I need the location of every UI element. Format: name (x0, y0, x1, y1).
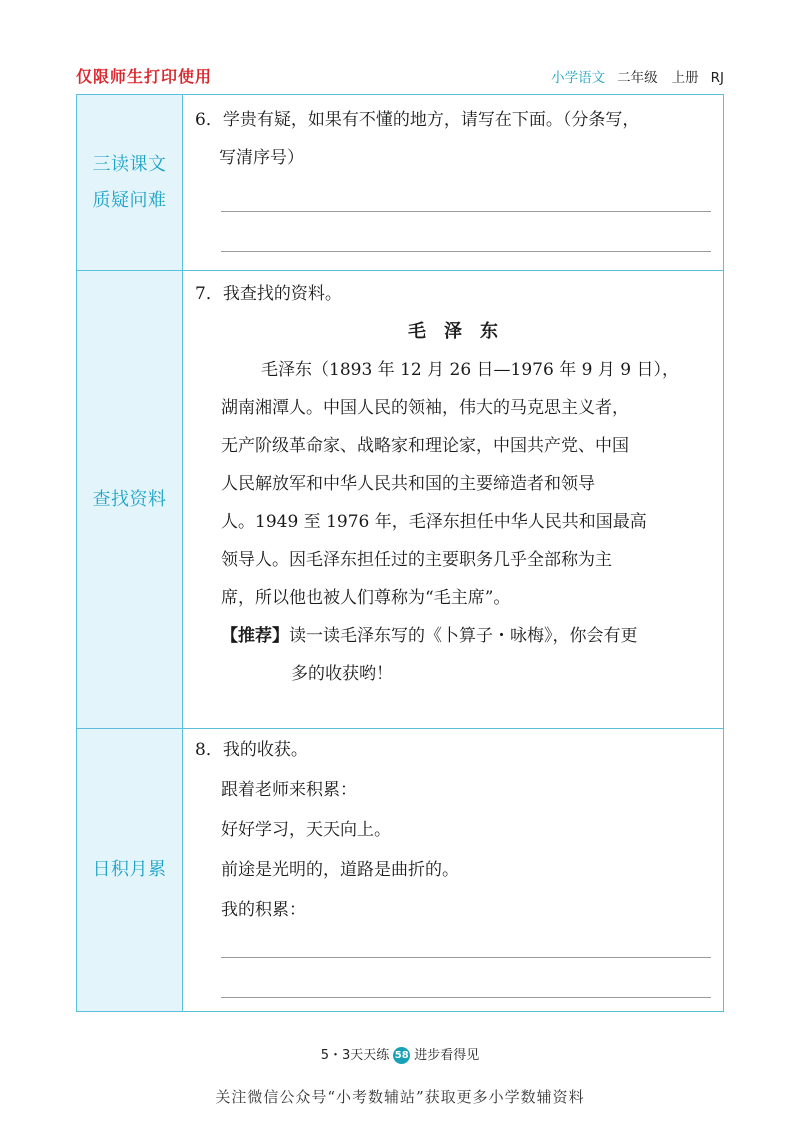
article-line: 席，所以他也被人们尊称为“毛主席”。 (221, 588, 511, 608)
answer-line[interactable] (221, 957, 711, 958)
accumulation-line: 跟着老师来积累： (221, 780, 357, 800)
answer-line[interactable] (221, 997, 711, 998)
subject-label: 小学语文 (551, 70, 606, 86)
answer-line[interactable] (221, 211, 711, 212)
recommend-line (221, 625, 638, 647)
page-number-badge: 58 (393, 1047, 410, 1064)
section-research (77, 271, 723, 729)
question-8: 8．我的收获。 (195, 740, 308, 760)
question-7: 7．我查找的资料。 (195, 284, 342, 304)
recommend-tag: 【推荐】 (221, 626, 289, 646)
article-line: 人。1949 至 1976 年，毛泽东担任中华人民共和国最高 (221, 512, 647, 532)
section-content (195, 271, 713, 728)
recommend-line-continued: 多的收获哟！ (291, 664, 393, 684)
label-line: 质疑问难 (92, 189, 167, 211)
edition-label: RJ (710, 70, 724, 86)
series-slogan: 进步看得见 (414, 1048, 480, 1063)
label-line: 日积月累 (92, 859, 167, 880)
label-line: 三读课文 (92, 153, 167, 175)
question-6-continued: 写清序号） (219, 148, 304, 168)
print-notice: 仅限师生打印使用 (76, 67, 213, 86)
article-title: 毛 泽 东 (408, 321, 498, 342)
accumulation-line: 前途是光明的，道路是曲折的。 (221, 860, 459, 880)
answer-line[interactable] (221, 251, 711, 252)
article-line: 湖南湘潭人。中国人民的领袖，伟大的马克思主义者， (221, 398, 629, 418)
series-name: 5・3天天练 (320, 1048, 390, 1063)
promo-note: 关注微信公众号“小考数辅站”获取更多小学数辅资料 (215, 1088, 585, 1106)
page-footer (0, 1044, 800, 1064)
worksheet-table (76, 94, 724, 1012)
article-line: 无产阶级革命家、战略家和理论家，中国共产党、中国 (221, 436, 629, 456)
section-questioning (77, 95, 723, 271)
section-label (77, 729, 183, 1011)
section-label (77, 271, 183, 728)
accumulation-line: 好好学习，天天向上。 (221, 820, 391, 840)
article-line: 毛泽东（1893 年 12 月 26 日—1976 年 9 月 9 日）， (261, 360, 679, 380)
article-line: 人民解放军和中华人民共和国的主要缔造者和领导 (221, 474, 595, 494)
book-info (551, 66, 724, 86)
term-label: 上册 (671, 70, 699, 86)
question-6: 6．学贵有疑，如果有不懂的地方，请写在下面。（分条写， (195, 110, 640, 130)
grade-label: 二年级 (617, 70, 658, 86)
section-accumulation (77, 729, 723, 1011)
accumulation-prompt: 我的积累： (221, 900, 306, 920)
page-header (76, 62, 724, 88)
section-content (195, 729, 713, 1011)
label-line: 查找资料 (92, 488, 167, 510)
article-line: 领导人。因毛泽东担任过的主要职务几乎全部称为主 (221, 550, 612, 570)
recommend-text: 读一读毛泽东写的《卜算子・咏梅》，你会有更 (289, 626, 638, 646)
section-content (195, 95, 713, 270)
section-label (77, 95, 183, 270)
